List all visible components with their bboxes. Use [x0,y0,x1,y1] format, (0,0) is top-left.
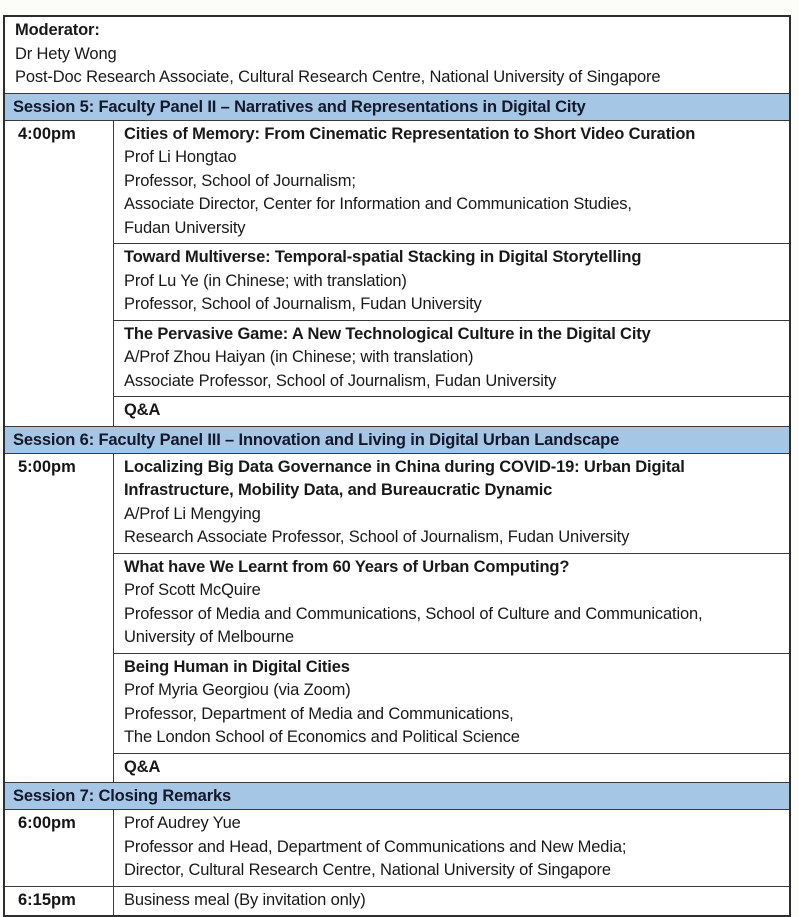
talk-detail-line: A/Prof Li Mengying [124,504,261,523]
talk-detail-line: Prof Scott McQuire [124,581,261,599]
time-cell: 6:15pm [5,887,114,916]
talk-title-line: Localizing Big Data Governance in China during COVID-19: Urban Digital [124,457,685,476]
talk-detail-line: Professor and Head, Department of Communications and New Media; [124,837,627,856]
content-column [114,887,789,916]
time-cell: 4:00pm [5,121,114,426]
talk-detail-line: Director, Cultural Research Centre, National University of Singapore [124,861,611,879]
business-meal-row [5,886,789,916]
talk-block [114,454,789,553]
talk-detail-line: Fudan University [124,218,246,237]
talk-block [114,753,789,783]
talk-block [114,810,789,886]
session-5-body [5,120,789,426]
talk-detail-line: Business meal (By invitation only) [124,890,366,909]
talk-title-line: Toward Multiverse: Temporal-spatial Stacking in Digital Storytelling [124,248,642,266]
content-column [114,454,789,783]
talk-block [114,553,789,653]
talk-title-line: What have We Learnt from 60 Years of Urban Computing? [124,557,570,576]
talk-detail-line: A/Prof Zhou Haiyan (in Chinese; with translation) [124,348,474,366]
talk-detail-line: Research Associate Professor, School of Journalism, Fudan University [124,528,630,546]
session-6-body [5,453,789,783]
talk-block [114,653,789,753]
talk-detail-line: Prof Myria Georgiou (via Zoom) [124,681,351,699]
talk-block [114,121,789,244]
talk-block [114,887,789,916]
text-line: Dr Hety Wong [15,44,117,63]
talk-title-line: The Pervasive Game: A New Technological Culture in the Digital City [124,324,651,343]
programme-schedule-table [3,15,791,917]
session-7-header: Session 7: Closing Remarks [5,782,789,809]
talk-detail-line: Prof Li Hongtao [124,148,237,166]
content-column [114,810,789,886]
talk-detail-line: Professor, School of Journalism; [124,171,356,190]
moderator-row [5,17,789,93]
talk-title-line: Cities of Memory: From Cinematic Representation to Short Video Curation [124,124,696,143]
talk-block [114,243,789,320]
talk-detail-line: Professor, School of Journalism, Fudan University [124,295,482,313]
talk-detail-line: Prof Lu Ye (in Chinese; with translation) [124,271,407,290]
text-line: Post-Doc Research Associate, Cultural Research Centre, National University of Singapore [15,68,661,86]
talk-detail-line: The London School of Economics and Political Science [124,728,520,746]
session-7-body [5,809,789,886]
time-cell: 5:00pm [5,454,114,783]
talk-detail-line: Professor of Media and Communications, School of Culture and Communication, [124,604,703,623]
talk-block [114,320,789,397]
talk-detail-line: Professor, Department of Media and Communications, [124,704,514,723]
talk-block [114,396,789,426]
talk-title-line: Infrastructure, Mobility Data, and Bureaucratic Dynamic [124,481,553,499]
content-column [114,121,789,426]
talk-detail-line: Associate Director, Center for Information and Communication Studies, [124,195,632,213]
session-6-header: Session 6: Faculty Panel III – Innovation and Living in Digital Urban Landscape [5,426,789,453]
session-5-header: Session 5: Faculty Panel II – Narratives and Representations in Digital City [5,93,789,120]
talk-detail-line: Prof Audrey Yue [124,814,241,832]
text-line: Moderator: [15,21,100,39]
talk-title-line: Q&A [124,757,161,776]
talk-title-line: Being Human in Digital Cities [124,657,350,676]
talk-detail-line: Associate Professor, School of Journalism, Fudan University [124,371,557,390]
talk-detail-line: University of Melbourne [124,628,294,646]
talk-title-line: Q&A [124,401,161,419]
time-cell: 6:00pm [5,810,114,886]
